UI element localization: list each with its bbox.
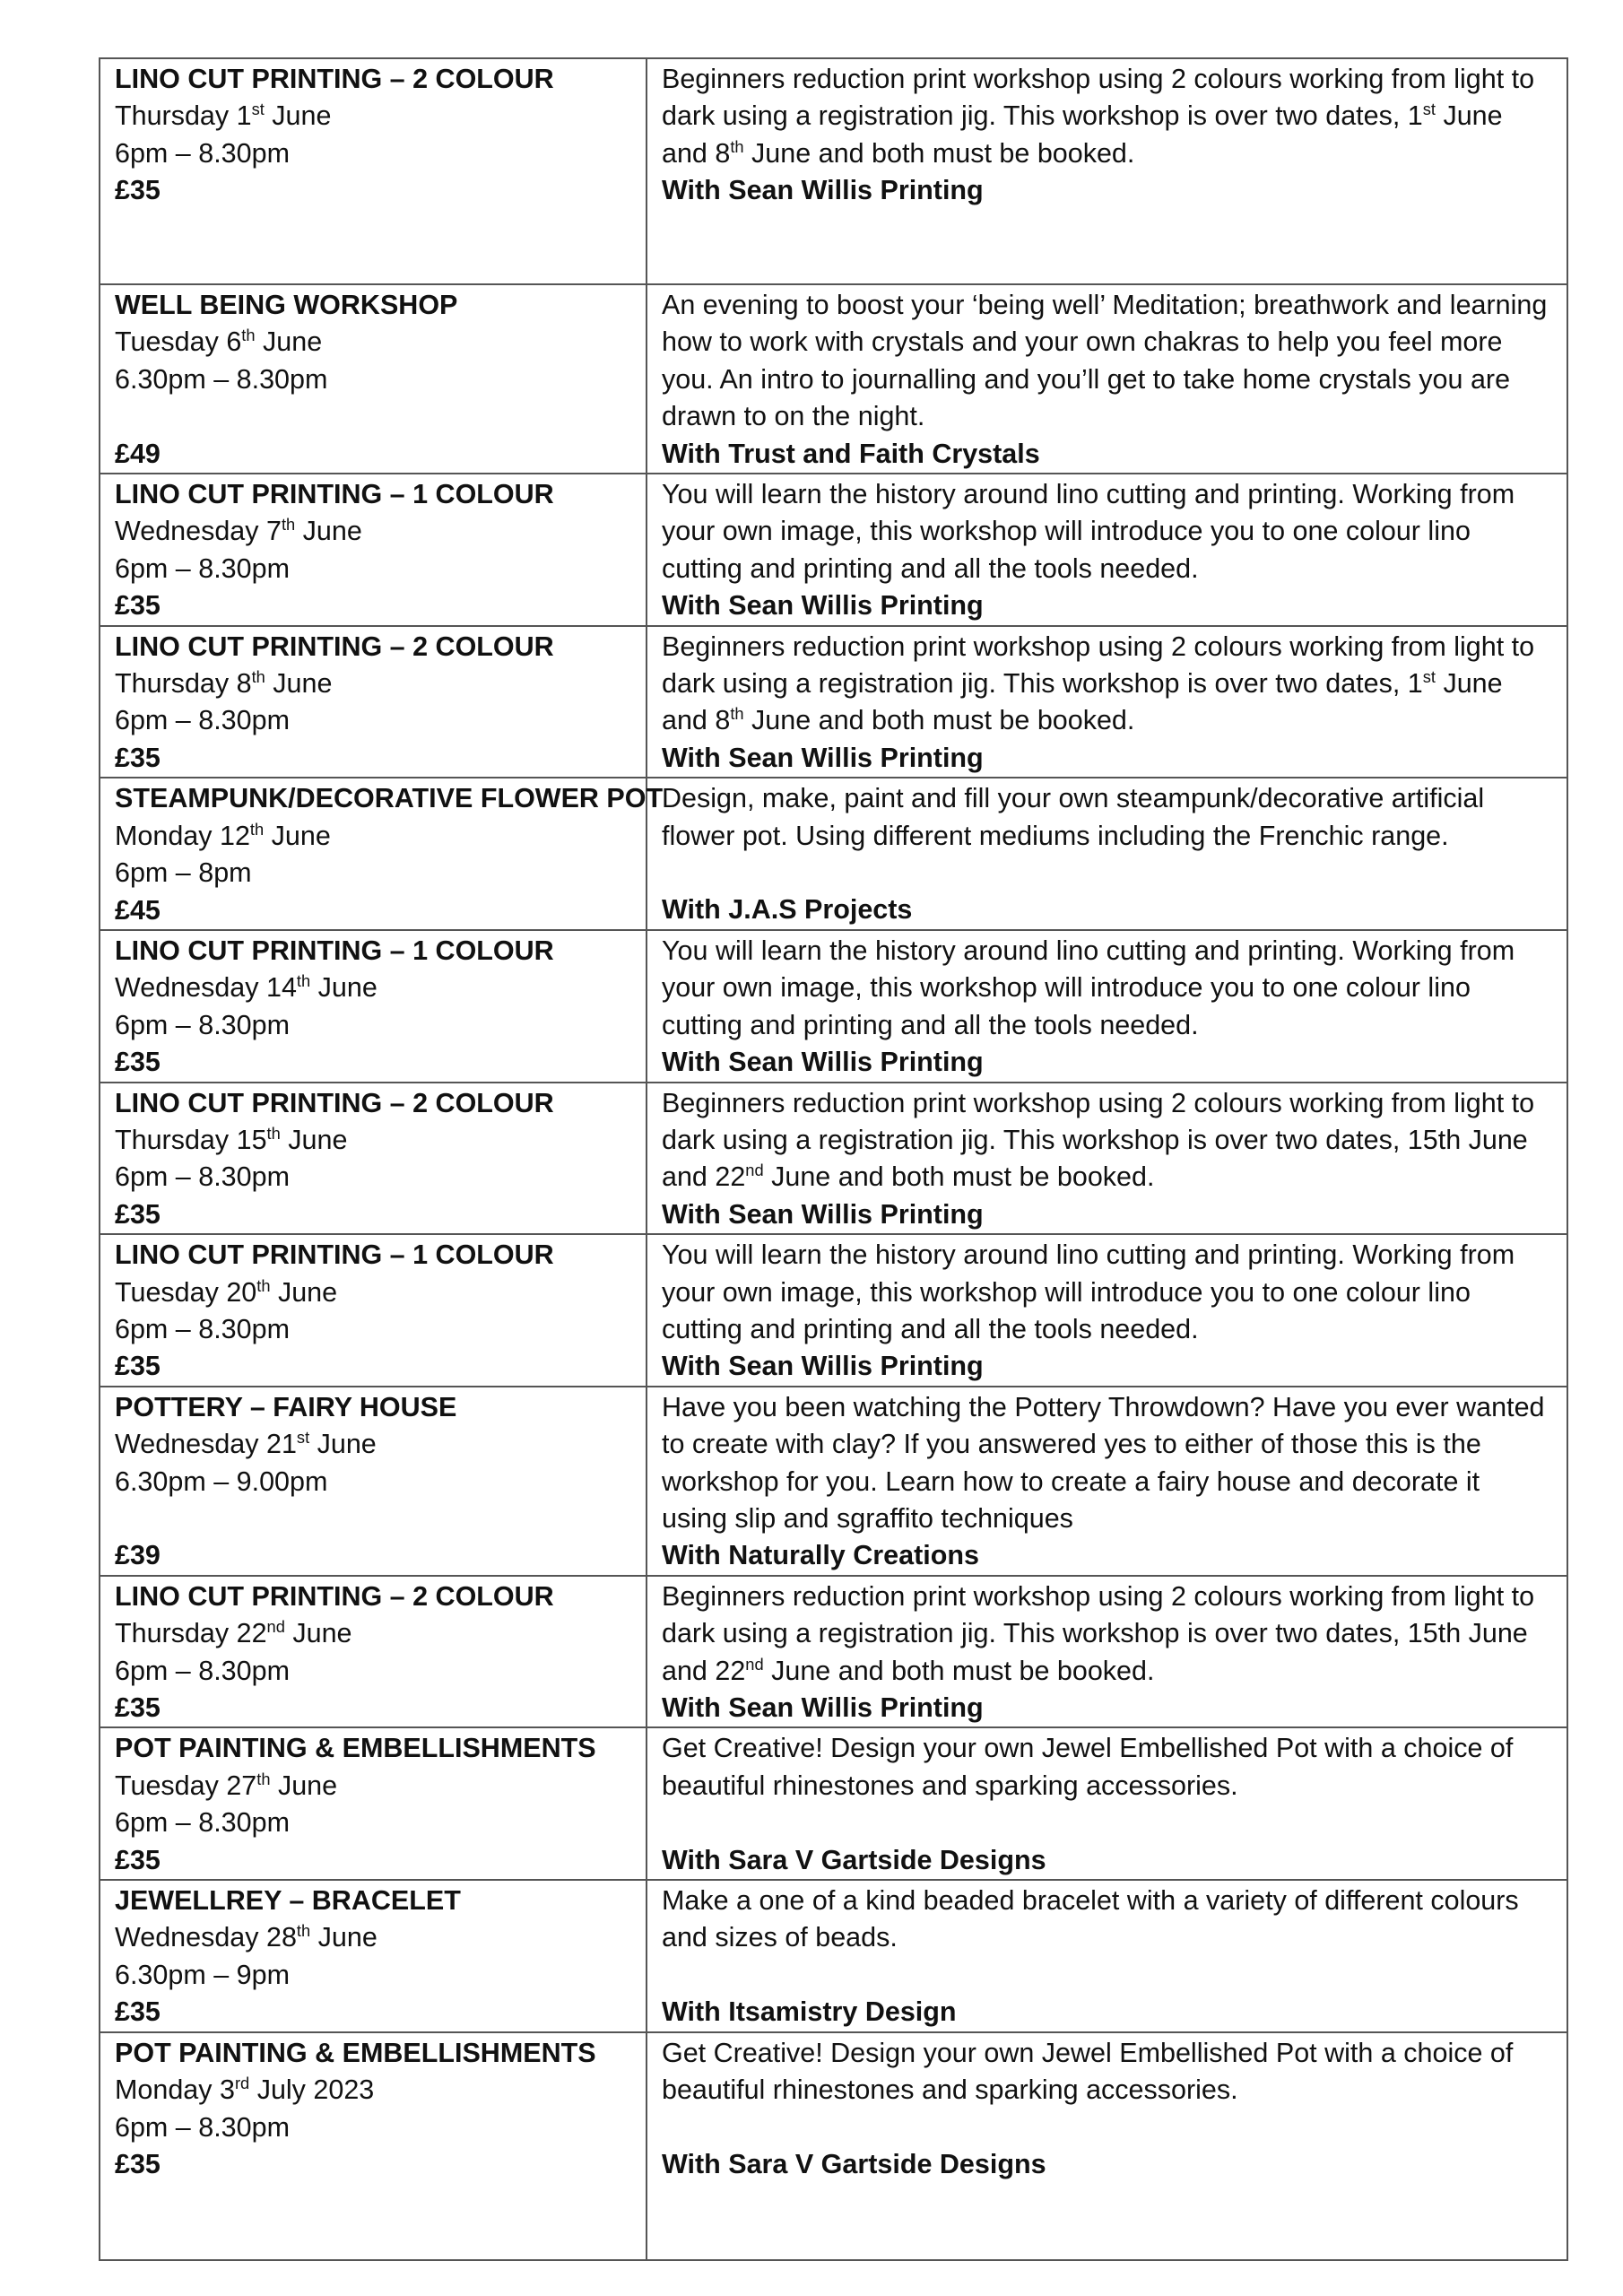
workshop-price: £35 [115,590,161,622]
date-ordinal: th [256,1769,271,1788]
date-text: Thursday 15 [115,1124,267,1155]
workshop-title: POT PAINTING & EMBELLISHMENTS [115,1733,596,1764]
description-ordinal: th [730,136,744,156]
workshop-title: LINO CUT PRINTING – 2 COLOUR [115,1087,554,1118]
workshop-time: 6pm – 8.30pm [115,1655,290,1686]
workshop-details-cell [100,778,664,930]
workshop-host: With Itsamistry Design [662,1996,957,2028]
workshop-description [662,933,1552,1044]
workshop-description [662,1389,1552,1538]
workshop-details-cell [100,1083,647,1235]
description-ordinal: st [1422,666,1436,686]
workshop-details-cell [100,474,647,626]
blank-line [662,1957,1552,1994]
description-text: Beginners reduction print workshop using 2 colours working from light to dark using a registration jig. This workshop is over two dates, 15th June and 22 [662,1580,1535,1686]
workshop-title: POTTERY – FAIRY HOUSE [115,1391,457,1422]
workshop-host: With Sean Willis Printing [662,1692,984,1724]
workshop-description [662,476,1552,587]
workshop-host: With Sean Willis Printing [662,175,984,206]
workshop-time: 6pm – 8.30pm [115,137,290,169]
workshop-price: £35 [115,1047,161,1078]
workshop-row [100,626,1567,778]
date-month: June [264,820,331,851]
workshop-date [115,1768,631,1805]
workshop-row [100,930,1567,1083]
date-month: June [270,1276,338,1308]
workshop-title: LINO CUT PRINTING – 1 COLOUR [115,1239,554,1271]
description-text: June and both must be booked. [743,705,1135,736]
description-text: You will learn the history around lino cutting and printing. Working from your own image, this workshop will introduce you to one colour lino cutting and printing and all the tools needed. [662,479,1515,584]
workshop-details-cell [100,626,647,778]
workshop-price: £35 [115,2148,161,2179]
date-month: June [270,1770,338,1801]
workshop-host: With J.A.S Projects [662,894,913,926]
workshop-description-cell [647,474,1567,626]
workshop-description-cell [647,1880,1567,2032]
workshop-description-cell [647,284,1567,474]
workshop-title: POT PAINTING & EMBELLISHMENTS [115,2037,596,2068]
workshop-price: £35 [115,1351,161,1382]
workshop-price: £35 [115,742,161,773]
workshop-title: STEAMPUNK/DECORATIVE FLOWER POT [115,783,664,814]
workshop-price: £39 [115,1540,161,1571]
workshop-date [115,98,631,135]
date-ordinal: th [241,326,256,345]
workshop-description-cell [647,1727,1567,1880]
workshop-date [115,665,631,702]
workshop-time: 6pm – 8.30pm [115,552,290,584]
workshop-price: £35 [115,1692,161,1724]
workshop-time: 6pm – 8pm [115,857,252,889]
workshop-date [115,818,631,855]
date-text: Wednesday 14 [115,972,297,1004]
workshop-title: LINO CUT PRINTING – 1 COLOUR [115,479,554,510]
description-text: June and 8 [662,100,1503,169]
workshop-time: 6pm – 8.30pm [115,2111,290,2143]
date-ordinal: th [281,515,296,535]
workshop-details-cell [100,58,647,284]
workshop-description [662,629,1552,740]
workshop-row [100,1234,1567,1387]
workshop-price: £35 [115,1996,161,2028]
workshop-price: £35 [115,1844,161,1875]
description-text: June and both must be booked. [763,1161,1155,1193]
workshop-schedule-table [99,57,1568,2261]
date-text: Tuesday 6 [115,326,242,358]
workshop-description-cell [647,58,1567,284]
description-ordinal: nd [745,1161,764,1180]
workshop-title: JEWELLREY – BRACELET [115,1885,461,1917]
workshop-row [100,1387,1567,1576]
blank-line [115,398,631,435]
workshop-host: With Sean Willis Printing [662,1351,984,1382]
date-text: Tuesday 20 [115,1276,257,1308]
workshop-time: 6.30pm – 8.30pm [115,363,328,395]
workshop-price: £49 [115,438,161,469]
date-ordinal: nd [266,1617,285,1637]
description-text: Have you been watching the Pottery Throwdown? Have you ever wanted to create with clay? If you answered yes to either of those this is the workshop for you. Learn how to create a fairy house and decorate it using slip and sgraffito techniques [662,1391,1545,1534]
description-text: Design, make, paint and fill your own steampunk/decorative artificial flower pot. Using different mediums including the Frenchic range. [662,783,1485,851]
workshop-description-cell [647,2032,1567,2260]
workshop-date [115,1122,631,1159]
workshop-date [115,1274,631,1311]
description-ordinal: nd [745,1654,764,1674]
workshop-description-cell [647,1387,1567,1576]
blank-line [662,855,1552,891]
description-text: June and 8 [662,668,1503,736]
workshop-host: With Sean Willis Printing [662,1198,984,1230]
workshop-details-cell [100,284,647,474]
workshop-host: With Naturally Creations [662,1540,979,1571]
description-text: Beginners reduction print workshop using 2 colours working from light to dark using a registration jig. This workshop is over two dates, 15th June and 22 [662,1087,1535,1193]
workshop-host: With Sara V Gartside Designs [662,1844,1046,1875]
workshop-description [662,2035,1552,2109]
workshop-row [100,58,1567,284]
workshop-date [115,513,631,550]
workshop-time: 6pm – 8.30pm [115,705,290,736]
workshop-description [662,1730,1552,1805]
workshop-date [115,2072,631,2109]
date-text: Thursday 1 [115,100,252,132]
workshop-description-cell [647,626,1567,778]
workshop-description [662,287,1552,436]
description-text: Make a one of a kind beaded bracelet with a variety of different colours and sizes of beads. [662,1885,1519,1953]
date-month: July 2023 [249,2074,375,2106]
date-ordinal: th [249,819,265,839]
date-month: June [310,1922,378,1953]
date-text: Wednesday 7 [115,516,282,547]
workshop-time: 6pm – 8.30pm [115,1161,290,1193]
date-text: Wednesday 28 [115,1922,297,1953]
workshop-description [662,1578,1552,1690]
description-text: Beginners reduction print workshop using 2 colours working from light to dark using a registration jig. This workshop is over two dates, 1 [662,64,1535,132]
description-text: June and both must be booked. [763,1655,1155,1686]
workshop-row [100,778,1567,930]
workshop-host: With Sara V Gartside Designs [662,2148,1046,2179]
workshop-details-cell [100,930,647,1083]
date-ordinal: th [296,971,311,991]
date-ordinal: th [251,666,265,686]
workshop-host: With Trust and Faith Crystals [662,438,1040,469]
description-text: June and both must be booked. [743,137,1135,169]
date-ordinal: th [256,1275,271,1295]
date-month: June [310,972,378,1004]
description-text: Beginners reduction print workshop using 2 colours working from light to dark using a registration jig. This workshop is over two dates, 1 [662,631,1535,700]
date-ordinal: st [251,100,265,119]
workshop-price: £35 [115,175,161,206]
description-text: An evening to boost your ‘being well’ Meditation; breathwork and learning how to work with crystals and your own chakras to help you feel more you. An intro to journalling and you’ll get to take home crystals you are drawn to on the night. [662,290,1548,432]
workshop-date [115,324,631,361]
date-ordinal: th [266,1123,281,1143]
date-month: June [309,1429,377,1460]
workshop-date [115,1615,631,1652]
date-text: Thursday 8 [115,668,252,700]
date-month: June [264,100,332,132]
date-text: Wednesday 21 [115,1429,297,1460]
date-month: June [265,668,333,700]
blank-line [662,1805,1552,1841]
description-text: Get Creative! Design your own Jewel Embellished Pot with a choice of beautiful rhinestones and sparking accessories. [662,1733,1514,1801]
workshop-description-cell [647,1234,1567,1387]
workshop-description-cell [647,1083,1567,1235]
workshop-row [100,284,1567,474]
workshop-description [662,780,1552,855]
workshop-row [100,2032,1567,2260]
workshop-time: 6pm – 8.30pm [115,1807,290,1839]
workshop-host: With Sean Willis Printing [662,590,984,622]
date-ordinal: th [296,1921,311,1941]
workshop-row [100,1083,1567,1235]
workshop-row [100,1727,1567,1880]
workshop-host: With Sean Willis Printing [662,742,984,773]
workshop-details-cell [100,1234,647,1387]
workshop-title: WELL BEING WORKSHOP [115,290,458,320]
workshop-price: £35 [115,1198,161,1230]
workshop-time: 6pm – 8.30pm [115,1009,290,1040]
workshop-description [662,1085,1552,1196]
date-text: Monday 3 [115,2074,235,2106]
blank-line [115,1500,631,1537]
workshop-rows [100,58,1567,2260]
workshop-title: LINO CUT PRINTING – 2 COLOUR [115,631,554,662]
workshop-date [115,970,631,1006]
description-text: You will learn the history around lino cutting and printing. Working from your own image, this workshop will introduce you to one colour lino cutting and printing and all the tools needed. [662,1239,1515,1344]
workshop-title: LINO CUT PRINTING – 1 COLOUR [115,935,554,966]
workshop-description-cell [647,778,1567,930]
workshop-host: With Sean Willis Printing [662,1047,984,1078]
date-month: June [280,1124,348,1155]
description-text: Get Creative! Design your own Jewel Embellished Pot with a choice of beautiful rhinestones and sparking accessories. [662,2037,1514,2106]
workshop-description-cell [647,1576,1567,1728]
workshop-description [662,1883,1552,1957]
workshop-details-cell [100,1387,647,1576]
workshop-details-cell [100,1727,647,1880]
blank-line [662,2109,1552,2146]
workshop-price: £45 [115,894,161,926]
workshop-time: 6.30pm – 9pm [115,1959,290,1990]
date-month: June [295,516,362,547]
date-text: Monday 12 [115,820,250,851]
workshop-title: LINO CUT PRINTING – 2 COLOUR [115,1580,554,1612]
workshop-details-cell [100,2032,647,2260]
workshop-time: 6.30pm – 9.00pm [115,1465,328,1497]
workshop-time: 6pm – 8.30pm [115,1313,290,1344]
workshop-details-cell [100,1576,647,1728]
description-ordinal: th [730,704,744,724]
workshop-row [100,474,1567,626]
workshop-row [100,1880,1567,2032]
workshop-date [115,1919,631,1956]
date-text: Thursday 22 [115,1618,267,1649]
date-ordinal: rd [234,2073,250,2092]
description-ordinal: st [1422,100,1436,119]
workshop-description-cell [647,930,1567,1083]
workshop-date [115,1426,631,1463]
date-ordinal: st [296,1428,310,1448]
date-month: June [255,326,323,358]
workshop-details-cell [100,1880,647,2032]
workshop-title: LINO CUT PRINTING – 2 COLOUR [115,64,554,94]
date-text: Tuesday 27 [115,1770,257,1801]
workshop-description [662,61,1552,172]
workshop-description [662,1237,1552,1348]
date-month: June [284,1618,352,1649]
description-text: You will learn the history around lino cutting and printing. Working from your own image, this workshop will introduce you to one colour lino cutting and printing and all the tools needed. [662,935,1515,1040]
workshop-row [100,1576,1567,1728]
